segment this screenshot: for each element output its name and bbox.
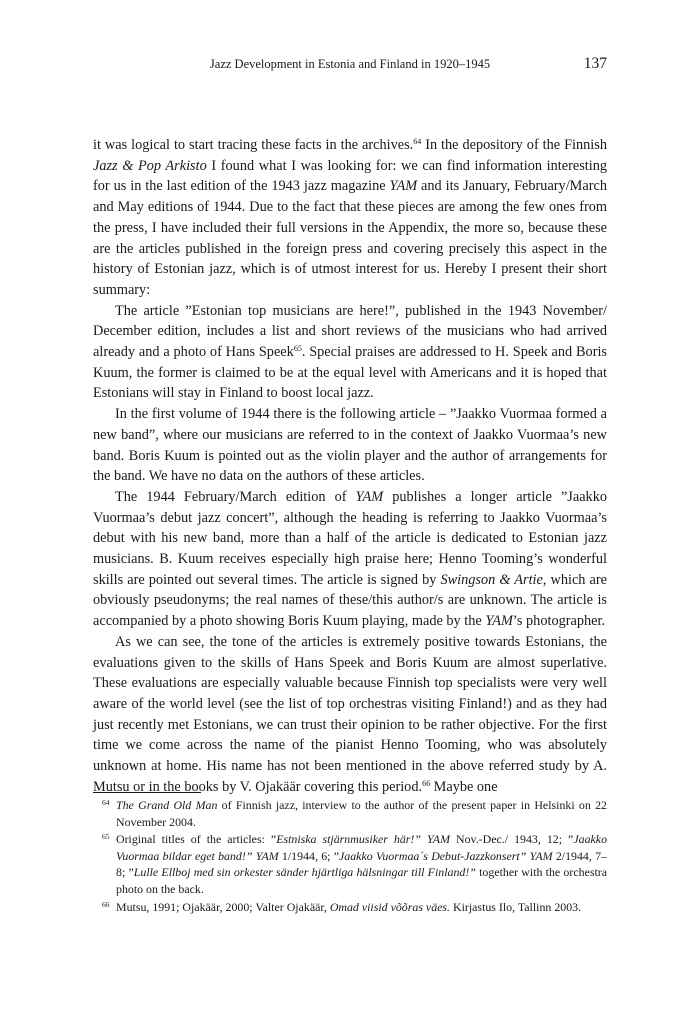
footnote-mark: 64 (102, 798, 110, 807)
running-title: Jazz Development in Estonia and Finland in 1920–1945 (209, 57, 491, 71)
text-run: The article ”Estonian top musicians are here!”, published in the 1943 November/ December edition, includes a list and short reviews of the musicians who had arrived already and a photo of Hans Speek (93, 302, 607, 361)
text-run: Jaakko Vuormaa bildar eget band!” YAM (116, 832, 608, 863)
footnote-66 (93, 899, 607, 916)
text-run: Estniska stjärnmusiker här!” YAM (276, 832, 450, 847)
footnote-64 (93, 797, 607, 830)
paragraph-1 (93, 135, 607, 301)
magazine-name: YAM (389, 178, 418, 195)
text-run: 2/1944, 7–8; ” (116, 848, 607, 880)
text-run: Maybe one (430, 778, 498, 795)
text-run: . Special praises are addressed to H. Speek and Boris Kuum, the former is claimed to be at the equal level with Americans and it is hoped that Estonians will stay in Finland to boost local jazz. (93, 344, 607, 402)
running-header (93, 55, 607, 75)
text-run: together with the orchestra photo on the back. (116, 865, 607, 896)
paragraph-3 (93, 404, 607, 487)
pseudonym: Swingson & Artie (440, 571, 543, 588)
page-number: 137 (583, 55, 607, 72)
text-run: As we can see, the tone of the articles is extremely positive towards Estonians, the evaluations given to the skills of Hans Speek and Boris Kuum are almost superlative. These evaluations are especially valuable because Finnish top specialists were very well aware of the world level (see the list of top orchestras visiting Finland!) and as they had just recently met Estonians, we can trust their opinion to be rather objective. For the first time we come across the name of the pianist Henno Tooming, who was absolutely unknown at home. His name has not been mentioned in the above referred study by A. Mutsu or in the books by V. Ojakäär covering this period. (93, 633, 607, 795)
body-text (93, 135, 607, 798)
text-run: Jaakko Vuormaa´s Debut-Jazzkonsert” YAM (339, 848, 553, 863)
text-run: and its January, February/March and May editions of 1944. Due to the fact that these pieces are among the few ones from the press, I have included their full versions in the Appendix, the more so, because these are the articles published in the foreign press and covering precisely this aspect in the history of Estonian jazz, which is of utmost interest for us. Hereby I present their short summary: (93, 178, 607, 298)
footnote-65 (93, 831, 607, 897)
magazine-name: YAM (355, 488, 384, 505)
text-run: I found what I was looking for: we can find information interesting for us in the last edition of the 1943 jazz magazine (93, 157, 607, 195)
text-run: Kirjastus Ilo, Tallinn 2003. (450, 899, 582, 914)
text-run: 1/1944, 6; ” (278, 848, 340, 863)
text-run: The Grand Old Man (116, 798, 218, 812)
footnote-mark: 66 (102, 899, 110, 909)
text-run: of Finnish jazz, interview to the author of the present paper in Helsinki on 22 November 2004. (116, 798, 607, 829)
text-run: it was logical to start tracing these facts in the archives. (93, 137, 414, 153)
text-run: , which are obviously pseudonyms; the real names of these/this author/s are unknown. The article is accompanied by a photo showing Boris Kuum playing, made by the (93, 571, 607, 630)
footnote-rule (93, 792, 201, 793)
text-run: In the depository of the Finnish (421, 137, 607, 153)
text-run: The 1944 February/March edition of (115, 488, 356, 505)
paragraph-2 (93, 301, 607, 405)
text-run: In the first volume of 1944 there is the following article – ”Jaakko Vuormaa formed a new band”, where our musicians are referred to in the context of Jaakko Vuormaa’s new band. Boris Kuum is pointed out as the violin player and the author of arrangements for the band. We have no data on the authors of these articles. (93, 406, 607, 485)
paragraph-4 (93, 487, 607, 632)
text-run: Original titles of the articles: ” (116, 832, 277, 847)
footnote-ref-64: 64 (413, 137, 422, 146)
text-run: Omad viisid võõras väes. (329, 899, 451, 914)
text-run: Lulle Ellboj med sin orkester sänder hjärtliga hälsningar till Finland!” (133, 865, 476, 880)
text-run: Mutsu, 1991; Ojakäär, 2000; Valter Ojakäär, (116, 899, 330, 914)
text-run: ’s photographer. (512, 613, 606, 630)
archive-name: Jazz & Pop Arkisto (93, 157, 207, 174)
text-run: Nov.-Dec./ 1943, 12; ” (449, 832, 574, 847)
magazine-name: YAM (485, 613, 513, 630)
footnotes (93, 797, 607, 916)
footnote-mark: 65 (102, 832, 110, 842)
footnote-ref-65: 65 (293, 344, 302, 354)
text-run: publishes a longer article ”Jaakko Vuormaa’s debut jazz concert”, although the heading is referring to Jaakko Vuormaa’s debut with his new band, more than a half of the article is dedicated to Estonian jazz musicians. B. Kuum receives especially high praise here; Henno Tooming’s wonderful skills are pointed out several times. The article is signed by (93, 488, 607, 588)
paragraph-5 (93, 632, 607, 798)
footnote-ref-66: 66 (422, 778, 431, 788)
